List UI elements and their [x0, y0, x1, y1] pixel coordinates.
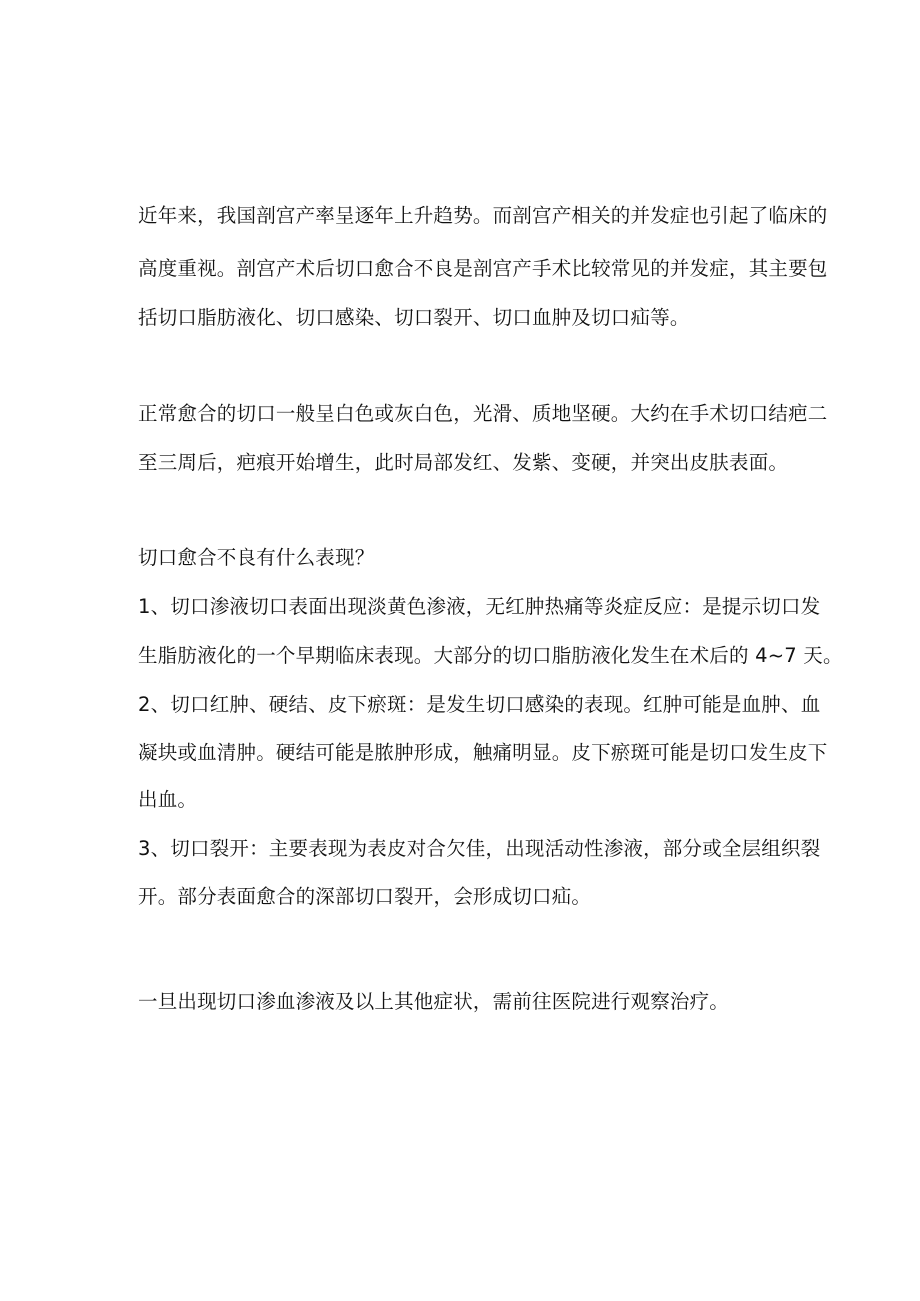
- item-1-line-1: 1、切口渗液切口表面出现淡黄色渗液，无红肿热痛等炎症反应：是提示切口发: [138, 595, 821, 618]
- paragraph-1-line-1: 近年来，我国剖宫产率呈逐年上升趋势。而剖宫产相关的并发症也引起了临床的: [138, 204, 828, 227]
- item-1-line-2: 生脂肪液化的一个早期临床表现。大部分的切口脂肪液化发生在术后的 4~7 天。: [138, 644, 843, 667]
- item-2-line-2: 凝块或血清肿。硬结可能是脓肿形成，触痛明显。皮下瘀斑可能是切口发生皮下: [138, 741, 828, 764]
- item-3-line-2: 开。部分表面愈合的深部切口裂开，会形成切口疝。: [138, 885, 592, 908]
- closing-paragraph: 一旦出现切口渗血渗液及以上其他症状，需前往医院进行观察治疗。: [138, 990, 730, 1013]
- paragraph-1-line-3: 括切口脂肪液化、切口感染、切口裂开、切口血肿及切口疝等。: [138, 306, 690, 329]
- item-2-line-1: 2、切口红肿、硬结、皮下瘀斑：是发生切口感染的表现。红肿可能是血肿、血: [138, 693, 821, 716]
- paragraph-2-line-2: 至三周后，疤痕开始增生，此时局部发红、发紫、变硬，并突出皮肤表面。: [138, 451, 789, 474]
- paragraph-1-line-2: 高度重视。剖宫产术后切口愈合不良是剖宫产手术比较常见的并发症，其主要包: [138, 257, 828, 280]
- item-3-line-1: 3、切口裂开：主要表现为表皮对合欠佳，出现活动性渗液，部分或全层组织裂: [138, 837, 821, 860]
- question-heading: 切口愈合不良有什么表现？: [138, 546, 375, 569]
- item-2-line-3: 出血。: [138, 788, 198, 811]
- paragraph-2-line-1: 正常愈合的切口一般呈白色或灰白色，光滑、质地坚硬。大约在手术切口结疤二: [138, 402, 828, 425]
